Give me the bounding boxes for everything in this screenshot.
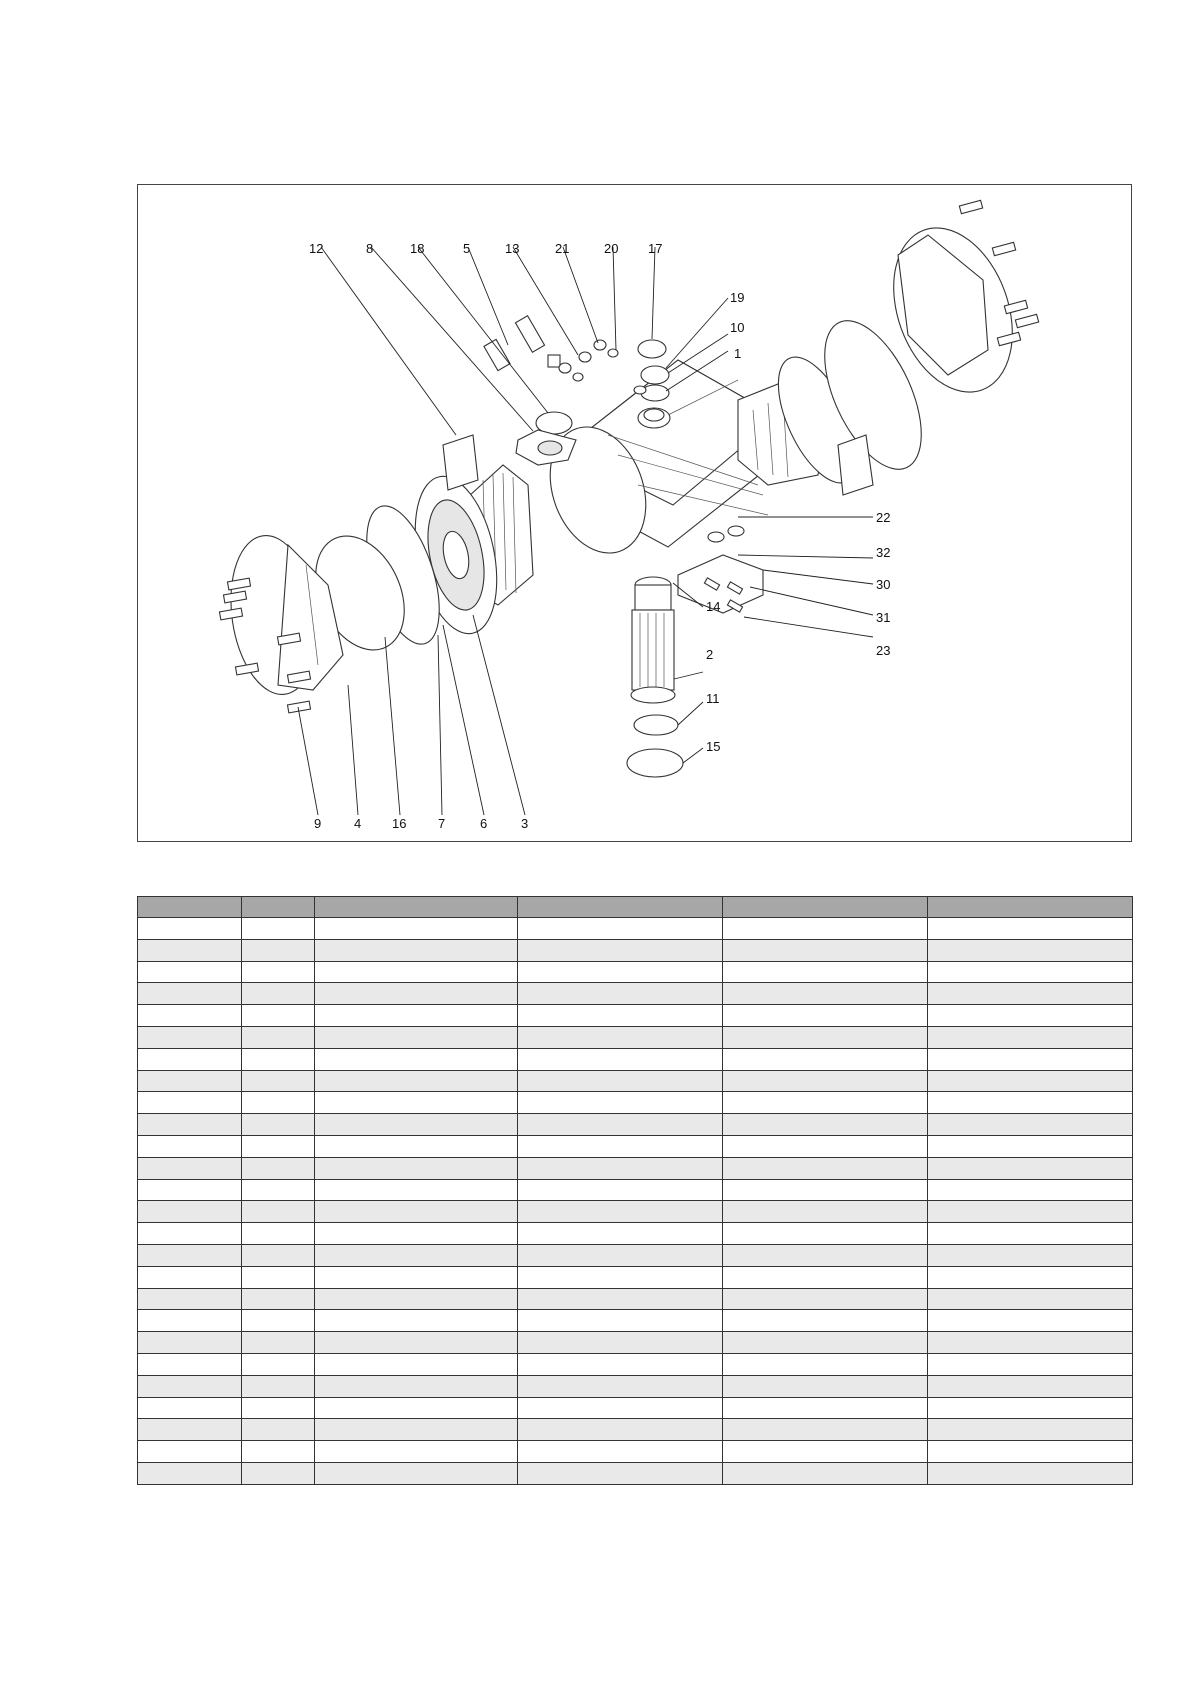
table-cell <box>928 1201 1133 1223</box>
table-cell <box>315 1048 518 1070</box>
table-cell <box>315 1441 518 1463</box>
table-cell <box>315 1375 518 1397</box>
table-cell <box>518 1266 723 1288</box>
table-row <box>138 1070 1133 1092</box>
table-cell <box>518 1419 723 1441</box>
table-cell <box>242 1441 315 1463</box>
table-row <box>138 1441 1133 1463</box>
table-cell <box>723 1048 928 1070</box>
table-cell <box>723 1114 928 1136</box>
table-cell <box>928 918 1133 940</box>
table-cell <box>138 1375 242 1397</box>
callout-17: 17 <box>648 241 663 256</box>
table-cell <box>723 1135 928 1157</box>
table-cell <box>723 939 928 961</box>
table-cell <box>928 1266 1133 1288</box>
table-cell <box>242 1223 315 1245</box>
table-cell <box>928 1332 1133 1354</box>
parts-list-table <box>137 896 1133 1485</box>
table-cell <box>242 918 315 940</box>
callout-14: 14 <box>706 599 721 614</box>
table-cell <box>928 1419 1133 1441</box>
table-row <box>138 1005 1133 1027</box>
table-cell <box>928 1353 1133 1375</box>
table-cell <box>242 1244 315 1266</box>
table-cell <box>518 1201 723 1223</box>
callout-1: 1 <box>734 346 742 361</box>
table-row <box>138 1092 1133 1114</box>
table-cell <box>315 1114 518 1136</box>
table-row <box>138 1157 1133 1179</box>
table-cell <box>928 939 1133 961</box>
callout-19: 19 <box>730 290 745 305</box>
table-cell <box>723 1288 928 1310</box>
header-cell <box>242 897 315 918</box>
table-cell <box>723 1244 928 1266</box>
table-row <box>138 1375 1133 1397</box>
callout-13: 13 <box>505 241 520 256</box>
table-cell <box>242 1114 315 1136</box>
table-cell <box>138 1353 242 1375</box>
table-cell <box>928 1048 1133 1070</box>
table-cell <box>315 1353 518 1375</box>
table-cell <box>518 1332 723 1354</box>
left-bracket <box>516 412 576 465</box>
callout-30: 30 <box>876 577 891 592</box>
callout-7: 7 <box>438 816 446 831</box>
table-body <box>138 918 1133 1485</box>
table-row <box>138 1332 1133 1354</box>
exploded-view-diagram <box>137 184 1132 842</box>
table-cell <box>723 1266 928 1288</box>
table-cell <box>242 1462 315 1484</box>
table-cell <box>723 1092 928 1114</box>
table-cell <box>518 1048 723 1070</box>
table-cell <box>315 1026 518 1048</box>
callout-8: 8 <box>366 241 374 256</box>
table-row <box>138 1419 1133 1441</box>
table-row <box>138 1026 1133 1048</box>
table-cell <box>138 1114 242 1136</box>
table-cell <box>518 1092 723 1114</box>
header-cell <box>518 897 723 918</box>
table-cell <box>928 1223 1133 1245</box>
table-cell <box>315 1223 518 1245</box>
table-cell <box>242 983 315 1005</box>
table-row <box>138 1353 1133 1375</box>
table-cell <box>518 1070 723 1092</box>
table-row <box>138 1179 1133 1201</box>
table-cell <box>518 1441 723 1463</box>
table-cell <box>315 1201 518 1223</box>
table-cell <box>928 1157 1133 1179</box>
table-row <box>138 983 1133 1005</box>
table-cell <box>138 983 242 1005</box>
table-cell <box>928 983 1133 1005</box>
callout-22: 22 <box>876 510 891 525</box>
output-shaft <box>631 577 675 703</box>
table-cell <box>138 1135 242 1157</box>
table-cell <box>928 1462 1133 1484</box>
table-cell <box>138 1244 242 1266</box>
shaft-ring-15 <box>627 749 683 777</box>
table-cell <box>315 1135 518 1157</box>
header-cell <box>723 897 928 918</box>
table-cell <box>518 1179 723 1201</box>
table-cell <box>518 1310 723 1332</box>
cover-plate-12 <box>443 435 478 490</box>
table-cell <box>518 1005 723 1027</box>
callout-9: 9 <box>314 816 322 831</box>
table-cell <box>518 961 723 983</box>
table-cell <box>315 1070 518 1092</box>
table-cell <box>315 1397 518 1419</box>
table-cell <box>315 1266 518 1288</box>
table-row <box>138 1266 1133 1288</box>
table-cell <box>723 1419 928 1441</box>
table-cell <box>138 918 242 940</box>
table-row <box>138 1135 1133 1157</box>
table-cell <box>138 1026 242 1048</box>
table-cell <box>518 1397 723 1419</box>
callout-5: 5 <box>463 241 471 256</box>
table-cell <box>315 1310 518 1332</box>
table-cell <box>242 1266 315 1288</box>
callout-16: 16 <box>392 816 407 831</box>
table-cell <box>723 1005 928 1027</box>
callout-10: 10 <box>730 320 745 335</box>
table-cell <box>723 1157 928 1179</box>
table-cell <box>928 1179 1133 1201</box>
exploded-view-drawing <box>138 185 1133 843</box>
table-cell <box>518 1223 723 1245</box>
table-cell <box>518 1114 723 1136</box>
callout-3: 3 <box>521 816 529 831</box>
table-cell <box>928 1005 1133 1027</box>
table-cell <box>928 1441 1133 1463</box>
table-cell <box>518 983 723 1005</box>
table-cell <box>315 939 518 961</box>
table-row <box>138 1288 1133 1310</box>
table-cell <box>518 1288 723 1310</box>
table-cell <box>723 918 928 940</box>
table-cell <box>928 1397 1133 1419</box>
table-cell <box>723 1375 928 1397</box>
table-cell <box>928 1092 1133 1114</box>
table-cell <box>723 1441 928 1463</box>
table-row <box>138 1462 1133 1484</box>
table-cell <box>242 1419 315 1441</box>
table-cell <box>242 1135 315 1157</box>
table-cell <box>242 961 315 983</box>
table-cell <box>723 1179 928 1201</box>
table-cell <box>138 1462 242 1484</box>
shaft-ring-11 <box>634 715 678 735</box>
table-cell <box>138 1332 242 1354</box>
table-row <box>138 939 1133 961</box>
table-cell <box>138 1092 242 1114</box>
table-cell <box>723 1462 928 1484</box>
table-cell <box>315 918 518 940</box>
table-row <box>138 1114 1133 1136</box>
namur-block <box>678 526 763 613</box>
table-row <box>138 1223 1133 1245</box>
table-cell <box>242 1353 315 1375</box>
table-cell <box>723 1353 928 1375</box>
table-cell <box>242 1375 315 1397</box>
table-cell <box>518 1244 723 1266</box>
table-cell <box>928 1288 1133 1310</box>
table-row <box>138 1048 1133 1070</box>
table-cell <box>723 961 928 983</box>
table-cell <box>242 1179 315 1201</box>
table-cell <box>723 1223 928 1245</box>
table-cell <box>242 1005 315 1027</box>
table-row <box>138 1201 1133 1223</box>
table-cell <box>928 1026 1133 1048</box>
callout-15: 15 <box>706 739 721 754</box>
table-cell <box>138 1070 242 1092</box>
table-cell <box>518 918 723 940</box>
table-cell <box>315 1179 518 1201</box>
table-cell <box>242 939 315 961</box>
top-rings <box>634 340 669 401</box>
table-cell <box>518 1026 723 1048</box>
table-cell <box>138 939 242 961</box>
table-cell <box>723 1026 928 1048</box>
table-cell <box>242 1310 315 1332</box>
table-cell <box>242 1288 315 1310</box>
table-cell <box>723 1201 928 1223</box>
table-cell <box>242 1070 315 1092</box>
callout-12: 12 <box>309 241 324 256</box>
table-cell <box>723 1310 928 1332</box>
table-cell <box>242 1048 315 1070</box>
table-header-row <box>138 897 1133 918</box>
table-cell <box>928 1310 1133 1332</box>
table-row <box>138 918 1133 940</box>
table-cell <box>928 961 1133 983</box>
callout-11: 11 <box>706 691 720 706</box>
callout-23: 23 <box>876 643 891 658</box>
table-cell <box>138 1419 242 1441</box>
callout-2: 2 <box>706 647 714 662</box>
table-row <box>138 1397 1133 1419</box>
table-cell <box>138 1266 242 1288</box>
table-cell <box>518 939 723 961</box>
table-cell <box>242 1092 315 1114</box>
table-cell <box>138 961 242 983</box>
table-cell <box>315 1462 518 1484</box>
table-cell <box>138 1179 242 1201</box>
table-cell <box>315 1005 518 1027</box>
table-cell <box>315 1332 518 1354</box>
small-fittings <box>484 316 618 381</box>
table-cell <box>518 1462 723 1484</box>
table-cell <box>242 1026 315 1048</box>
table-cell <box>518 1157 723 1179</box>
table-cell <box>315 1288 518 1310</box>
table-row <box>138 1244 1133 1266</box>
table-cell <box>242 1397 315 1419</box>
table-cell <box>138 1157 242 1179</box>
table-cell <box>138 1201 242 1223</box>
header-cell <box>928 897 1133 918</box>
header-cell <box>138 897 242 918</box>
callout-31: 31 <box>876 610 891 625</box>
table-cell <box>138 1441 242 1463</box>
table-cell <box>723 1070 928 1092</box>
table-cell <box>138 1397 242 1419</box>
table-cell <box>138 1288 242 1310</box>
table-cell <box>315 1244 518 1266</box>
table-cell <box>928 1114 1133 1136</box>
table-cell <box>242 1201 315 1223</box>
table-cell <box>138 1005 242 1027</box>
callout-20: 20 <box>604 241 619 256</box>
table-row <box>138 961 1133 983</box>
table-cell <box>315 1092 518 1114</box>
table-cell <box>138 1310 242 1332</box>
table-cell <box>723 1397 928 1419</box>
table-cell <box>315 983 518 1005</box>
table-cell <box>518 1375 723 1397</box>
table-cell <box>928 1135 1133 1157</box>
header-cell <box>315 897 518 918</box>
table-cell <box>138 1048 242 1070</box>
table-cell <box>315 1419 518 1441</box>
table-cell <box>518 1353 723 1375</box>
callout-6: 6 <box>480 816 488 831</box>
table-cell <box>928 1375 1133 1397</box>
table-cell <box>723 1332 928 1354</box>
table-cell <box>242 1157 315 1179</box>
callout-18: 18 <box>410 241 425 256</box>
callout-21: 21 <box>555 241 570 256</box>
table-cell <box>242 1332 315 1354</box>
cover-plate-right <box>838 435 873 495</box>
table-cell <box>315 1157 518 1179</box>
callout-32: 32 <box>876 545 891 560</box>
table-cell <box>518 1135 723 1157</box>
table-row <box>138 1310 1133 1332</box>
table-cell <box>928 1070 1133 1092</box>
table-cell <box>928 1244 1133 1266</box>
table-cell <box>138 1223 242 1245</box>
table-cell <box>723 983 928 1005</box>
table-cell <box>315 961 518 983</box>
callout-4: 4 <box>354 816 362 831</box>
